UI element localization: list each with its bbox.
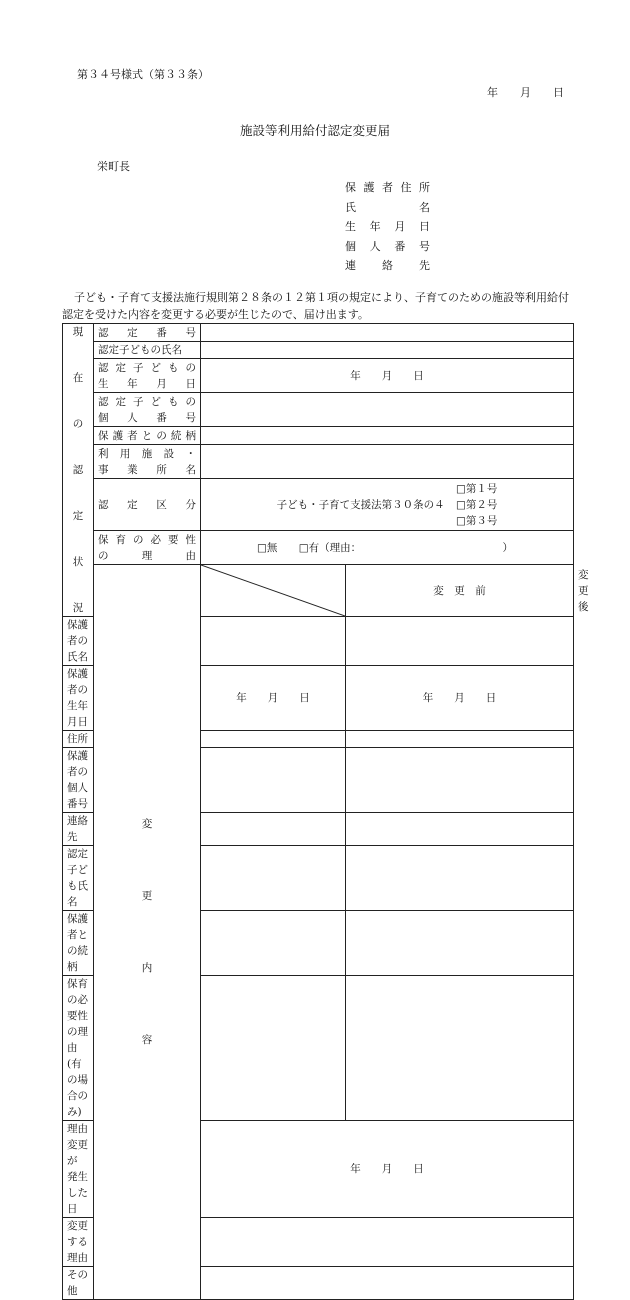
child-id-label: 認定子どもの 個 人 番 号 (94, 393, 201, 427)
contact-label: 連絡先 (63, 813, 94, 846)
other-label: その他 (63, 1267, 94, 1300)
facility-label: 利用施設・ 事業所名 (94, 445, 201, 479)
change-necessity-after[interactable] (346, 976, 574, 1121)
guardian-birth-label: 保護者の生年月日 (63, 666, 94, 731)
guardian-id-before[interactable] (201, 748, 346, 813)
change-child-name-before[interactable] (201, 846, 346, 911)
current-section-label: 現 在 の 認 定 状 況 (63, 324, 94, 617)
guardian-name-after[interactable] (346, 617, 574, 666)
form-title: 施設等利用給付認定変更届 (239, 123, 390, 138)
category-option-3[interactable]: □第３号 (455, 514, 498, 527)
submission-date: 年 月 日 (487, 86, 564, 99)
form-number: 第３４号様式（第３３条） (77, 68, 209, 81)
change-section-label: 変 更 内 容 (94, 565, 201, 1300)
necessity-close-paren: ） (502, 541, 514, 554)
applicant-name-label: 氏 名 (345, 200, 430, 214)
address-label: 住所 (63, 731, 94, 748)
reason-date-label: 理由変更が 発生した日 (63, 1121, 94, 1218)
cert-number-label: 認 定 番 号 (94, 324, 201, 342)
addressee: 栄町長 (97, 160, 130, 173)
change-child-name-after[interactable] (346, 846, 574, 911)
child-birthdate-label: 認定子どもの 生 年 月 日 (94, 359, 201, 393)
guardian-name-before[interactable] (201, 617, 346, 666)
change-child-name-label: 認定子ども氏名 (63, 846, 94, 911)
category-option-1[interactable]: □第１号 (455, 482, 498, 495)
applicant-block (345, 178, 430, 276)
category-law: 子ども・子育て支援法第３０条の４ (276, 498, 445, 511)
guardian-name-label: 保護者の氏名 (63, 617, 94, 666)
change-form-table: 現 在 の 認 定 状 況 認 定 番 号 認定子どもの氏名 認定子どもの 生 年 月 日 年 月 日 認定子どもの 個 人 番 号 保護者との続柄 利用施設・ 事業所名 認 定 区 分 子ども・子育て支援法第３０条の４ □第１号 □第２号 □第３号 保育の必要性 の 理 由 □無 □有（理由： ） 変 更 内 容 変 更 前 変 更 後 保護者の氏名 保護者の生年月日 年 月 日 年 月 日 住所 保護者の個人番号 連絡先 認定子ども氏名 保護者との続柄 保育の必要性の理 由(有の場合のみ) 理由変更が 発生した日 年 月 日 変更する理由 その他 (62, 323, 574, 1300)
guardian-birth-after[interactable]: 年 月 日 (346, 666, 574, 731)
category-label: 認 定 区 分 (94, 479, 201, 531)
applicant-address-label: 保護者住所 (345, 181, 430, 194)
child-id-field[interactable] (201, 393, 574, 427)
reason-date-field[interactable]: 年 月 日 (201, 1121, 574, 1218)
contact-after[interactable] (346, 813, 574, 846)
child-name-label: 認定子どもの氏名 (94, 342, 201, 359)
change-relation-label: 保護者との続柄 (63, 911, 94, 976)
relation-label: 保護者との続柄 (94, 427, 201, 445)
guardian-birth-before[interactable]: 年 月 日 (201, 666, 346, 731)
before-header: 変 更 前 (346, 565, 574, 617)
intro-text: 子ども・子育て支援法施行規則第２８条の１２第１項の規定により、子育てのための施設等利用給付認定を受けた内容を変更する必要が生じたので、届け出ます。 (62, 291, 569, 321)
facility-field[interactable] (201, 445, 574, 479)
category-field (201, 479, 574, 531)
necessity-none-checkbox[interactable]: □無 (257, 541, 278, 554)
necessity-label: 保育の必要性 の 理 由 (94, 531, 201, 565)
diagonal-header-cell (201, 565, 346, 617)
reason-field[interactable] (201, 1218, 574, 1267)
child-name-field[interactable] (201, 342, 574, 359)
change-relation-after[interactable] (346, 911, 574, 976)
applicant-birthdate-label: 生年月日 (345, 220, 430, 234)
change-relation-before[interactable] (201, 911, 346, 976)
child-birthdate-field[interactable]: 年 月 日 (201, 359, 574, 393)
necessity-yes-checkbox[interactable]: □有（理由： (298, 541, 362, 554)
address-before[interactable] (201, 731, 346, 748)
reason-label: 変更する理由 (63, 1218, 94, 1267)
change-necessity-before[interactable] (201, 976, 346, 1121)
applicant-contact-label: 連 絡 先 (345, 259, 430, 273)
guardian-id-label: 保護者の個人番号 (63, 748, 94, 813)
guardian-id-after[interactable] (346, 748, 574, 813)
address-after[interactable] (346, 731, 574, 748)
category-option-2[interactable]: □第２号 (455, 498, 498, 511)
change-necessity-label: 保育の必要性の理 由(有の場合のみ) (63, 976, 94, 1121)
cert-number-field[interactable] (201, 324, 574, 342)
other-field[interactable] (201, 1267, 574, 1300)
necessity-field (201, 531, 574, 565)
relation-field[interactable] (201, 427, 574, 445)
contact-before[interactable] (201, 813, 346, 846)
applicant-id-label: 個人番号 (345, 239, 430, 253)
